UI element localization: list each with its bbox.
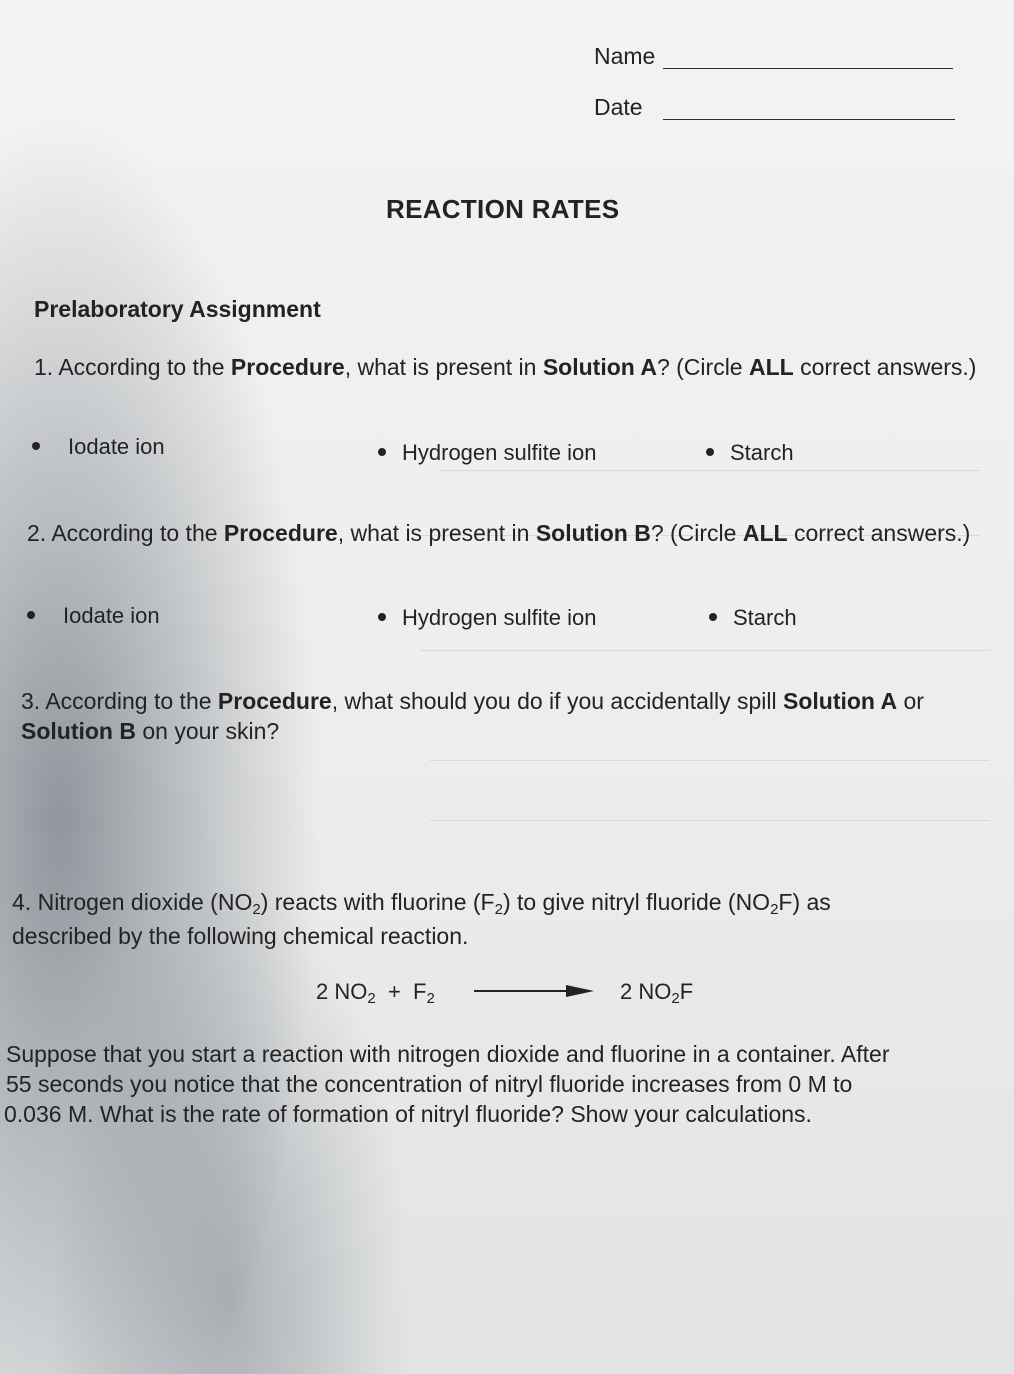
question-emphasis: Procedure bbox=[217, 688, 332, 714]
bullet-icon bbox=[378, 448, 386, 456]
question-text: According to the bbox=[58, 354, 231, 380]
question-text: ? (Circle bbox=[650, 520, 743, 546]
question-text: , what should you do if you accidentally spill bbox=[331, 688, 783, 714]
option-label: Iodate ion bbox=[63, 603, 160, 628]
subscript: 2 bbox=[671, 990, 680, 1007]
subscript: 2 bbox=[367, 990, 376, 1007]
subscript: 2 bbox=[426, 990, 435, 1007]
q2-option-starch[interactable] bbox=[709, 605, 797, 631]
question-2 bbox=[27, 518, 987, 548]
question-emphasis: Procedure bbox=[230, 354, 345, 380]
question-text: Nitrogen dioxide (NO bbox=[37, 889, 253, 915]
option-label: Starch bbox=[730, 440, 794, 465]
reaction-arrow-icon bbox=[474, 984, 594, 998]
question-emphasis: Solution B bbox=[21, 718, 136, 744]
subscript: 2 bbox=[494, 901, 503, 918]
question-text: ) reacts with fluorine (F bbox=[260, 889, 495, 915]
reactant-f2: F bbox=[413, 979, 427, 1004]
question-text: , what is present in bbox=[344, 354, 543, 380]
product-no2f: 2 NO bbox=[620, 979, 672, 1004]
question-text: on your skin? bbox=[135, 718, 280, 744]
bullet-icon bbox=[32, 442, 40, 450]
q1-option-iodate[interactable] bbox=[32, 434, 165, 460]
reactant-no2: 2 NO bbox=[316, 979, 368, 1004]
bullet-icon bbox=[378, 613, 386, 621]
equation-product bbox=[620, 978, 693, 1009]
question-number: 1. bbox=[34, 354, 54, 380]
question-emphasis: ALL bbox=[742, 520, 788, 546]
name-label: Name bbox=[594, 43, 656, 69]
option-label: Hydrogen sulfite ion bbox=[402, 605, 597, 630]
q4-paragraph-line-1: Suppose that you start a reaction with nitrogen dioxide and fluorine in a container. After bbox=[6, 1041, 890, 1067]
date-blank-line[interactable] bbox=[663, 119, 955, 120]
question-3 bbox=[21, 686, 971, 746]
subscript: 2 bbox=[252, 901, 261, 918]
question-emphasis: ALL bbox=[748, 354, 794, 380]
bullet-icon bbox=[706, 448, 714, 456]
question-text: ) to give nitryl fluoride (NO bbox=[502, 889, 771, 915]
show-through-rule bbox=[430, 820, 990, 821]
question-text: correct answers.) bbox=[793, 354, 977, 380]
q2-option-hydrogen-sulfite[interactable] bbox=[378, 605, 596, 631]
question-emphasis: Solution B bbox=[535, 520, 651, 546]
question-emphasis: Procedure bbox=[223, 520, 338, 546]
question-4 bbox=[12, 887, 992, 951]
bullet-icon bbox=[709, 613, 717, 621]
show-through-rule bbox=[420, 650, 990, 651]
question-text: According to the bbox=[45, 688, 218, 714]
question-text: correct answers.) bbox=[787, 520, 971, 546]
question-emphasis: Solution A bbox=[783, 688, 898, 714]
question-number: 2. bbox=[27, 520, 47, 546]
product-no2f: F bbox=[679, 979, 694, 1004]
option-label: Iodate ion bbox=[68, 434, 165, 459]
question-text: described by the following chemical reaction. bbox=[12, 923, 469, 949]
question-text: , what is present in bbox=[337, 520, 536, 546]
question-text: According to the bbox=[51, 520, 224, 546]
q1-option-starch[interactable] bbox=[706, 440, 794, 466]
question-text: ? (Circle bbox=[656, 354, 749, 380]
question-1 bbox=[34, 352, 994, 382]
option-label: Hydrogen sulfite ion bbox=[402, 440, 597, 465]
question-emphasis: Solution A bbox=[542, 354, 657, 380]
equation-reactants bbox=[316, 978, 435, 1009]
subscript: 2 bbox=[770, 901, 779, 918]
q4-paragraph-line-2: 55 seconds you notice that the concentration of nitryl fluoride increases from 0 M to bbox=[6, 1071, 853, 1097]
question-text: F) as bbox=[778, 889, 831, 915]
plus-sign: + bbox=[387, 979, 401, 1004]
date-label: Date bbox=[594, 94, 643, 120]
question-number: 4. bbox=[12, 889, 32, 915]
show-through-rule bbox=[430, 760, 990, 761]
section-heading: Prelaboratory Assignment bbox=[34, 296, 321, 322]
show-through-rule bbox=[440, 470, 980, 471]
bullet-icon bbox=[27, 611, 35, 619]
option-label: Starch bbox=[733, 605, 797, 630]
question-number: 3. bbox=[21, 688, 41, 714]
name-blank-line[interactable] bbox=[663, 68, 953, 69]
page-title: REACTION RATES bbox=[386, 194, 620, 224]
q1-option-hydrogen-sulfite[interactable] bbox=[378, 440, 596, 466]
q2-option-iodate[interactable] bbox=[27, 603, 160, 629]
question-text: or bbox=[897, 688, 924, 714]
q4-paragraph-line-3: 0.036 M. What is the rate of formation of nitryl fluoride? Show your calculations. bbox=[4, 1101, 812, 1127]
